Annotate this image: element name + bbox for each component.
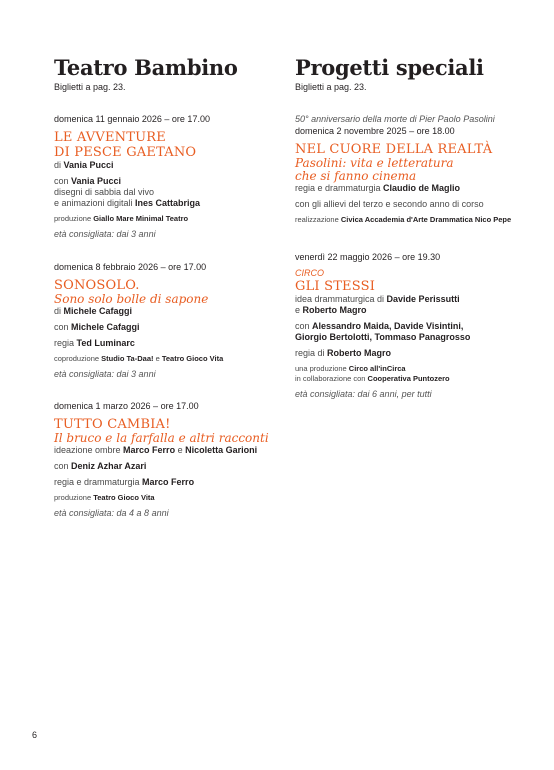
event-date: domenica 2 novembre 2025 – ore 18.00 [295, 126, 455, 136]
cast-line: con Vania Pucci [54, 176, 122, 186]
event-nel-cuore-della-realta [295, 114, 535, 225]
event-title: NEL CUORE DELLA REALTÀ [295, 142, 493, 157]
event-subtitle: Sono solo bolle di sapone [54, 292, 209, 306]
production-line: produzione Giallo Mare Minimal Teatro [54, 214, 189, 223]
event-title: TUTTO CAMBIA! [54, 417, 171, 432]
director-line: regia e drammaturgia Marco Ferro [54, 477, 195, 487]
tickets-note: Biglietti a pag. 23. [54, 82, 126, 92]
design-line: disegni di sabbia dal vivo [54, 187, 155, 197]
event-gli-stessi [295, 251, 535, 400]
author-line: di Vania Pucci [54, 160, 114, 170]
progetti-speciali-column [295, 55, 535, 399]
director-line: regia e drammaturgia Claudio de Maglio [295, 183, 461, 193]
event-date: domenica 8 febbraio 2026 – ore 17.00 [54, 262, 207, 272]
production-line: una produzione Circo all'inCirca [295, 364, 406, 373]
tickets-note: Biglietti a pag. 23. [295, 82, 367, 92]
anniversary-note: 50° anniversario della morte di Pier Paolo Pasolini [295, 114, 495, 124]
age-recommendation: età consigliata: dai 3 anni [54, 229, 156, 239]
collaboration-line: in collaborazione con Cooperativa Puntozero [295, 374, 450, 383]
teatro-bambino-column [54, 55, 274, 518]
author-line: di Michele Cafaggi [54, 306, 133, 316]
event-date: domenica 11 gennaio 2026 – ore 17.00 [54, 114, 210, 124]
event-title: LE AVVENTURE [54, 130, 166, 145]
event-tutto-cambia [54, 400, 274, 519]
event-subtitle: Il bruco e la farfalla e altri racconti [54, 431, 269, 445]
event-subtitle-line2: che si fanno cinema [295, 169, 417, 183]
event-pesce-gaetano [54, 113, 274, 240]
director-line: regia Ted Luminarc [54, 338, 135, 348]
idea-line: idea drammaturgica di Davide Perissutti [295, 294, 460, 304]
event-title-line2: DI PESCE GAETANO [54, 145, 197, 160]
cast-line: con Deniz Azhar Azari [54, 461, 147, 471]
age-recommendation: età consigliata: dai 6 anni, per tutti [295, 389, 432, 399]
event-date: domenica 1 marzo 2026 – ore 17.00 [54, 401, 199, 411]
section-heading: Teatro Bambino [54, 55, 238, 80]
cast-line-2: Giorgio Bertolotti, Tommaso Panagrosso [295, 332, 471, 342]
cast-line: con Michele Cafaggi [54, 322, 140, 332]
age-recommendation: età consigliata: dai 3 anni [54, 369, 156, 379]
idea-line-2: e Roberto Magro [295, 305, 367, 315]
category-tag: CIRCO [295, 268, 324, 278]
event-title: SONOSOLO. [54, 278, 140, 293]
with-line: con gli allievi del terzo e secondo anno di corso [295, 199, 484, 209]
event-subtitle: Pasolini: vita e letteratura [295, 156, 454, 170]
event-date: venerdì 22 maggio 2026 – ore 19.30 [295, 252, 441, 262]
production-line: realizzazione Civica Accademia d'Arte Drammatica Nico Pepe [295, 215, 512, 224]
design-line-2: e animazioni digitali Ines Cattabriga [54, 198, 201, 208]
idea-line: ideazione ombre Marco Ferro e Nicoletta Garioni [54, 445, 258, 455]
production-line: produzione Teatro Gioco Vita [54, 493, 155, 502]
event-sonosolo [54, 261, 274, 380]
cast-line: con Alessandro Maida, Davide Visintini, [295, 321, 464, 331]
age-recommendation: età consigliata: da 4 a 8 anni [54, 508, 169, 518]
event-title: GLI STESSI [295, 279, 376, 294]
page-number: 6 [32, 730, 38, 740]
director-line: regia di Roberto Magro [295, 348, 392, 358]
production-line: coproduzione Studio Ta-Daa! e Teatro Gioco Vita [54, 354, 224, 363]
section-heading: Progetti speciali [295, 55, 484, 80]
